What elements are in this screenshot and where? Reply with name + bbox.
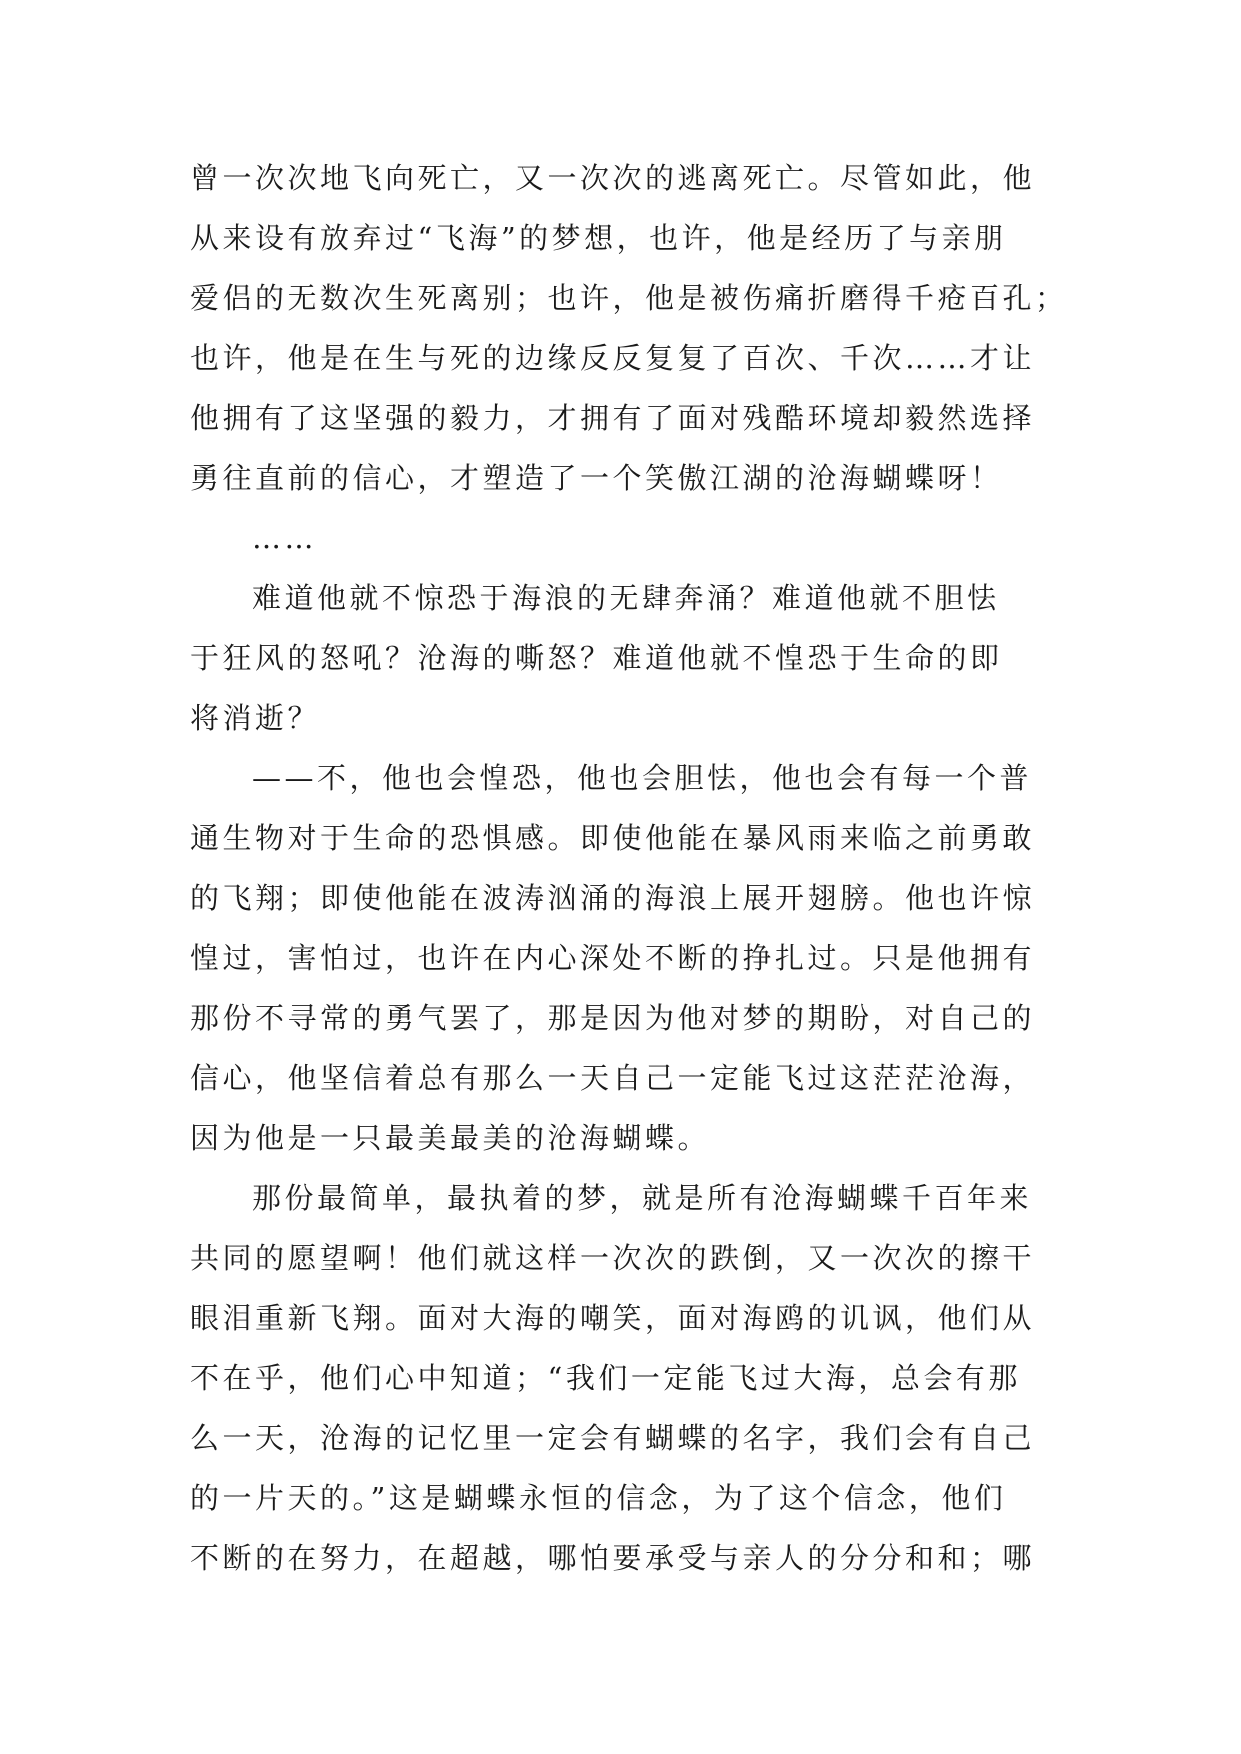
- text-line: 不断的在努力，在超越，哪怕要承受与亲人的分分和和；哪: [190, 1541, 1036, 1575]
- text-line: 将消逝？: [190, 701, 321, 735]
- text-line: 眼泪重新飞翔。面对大海的嘲笑，面对海鸥的讥讽，他们从: [190, 1301, 1036, 1335]
- text-line: 于狂风的怒吼？沧海的嘶怒？难道他就不惶恐于生命的即: [190, 641, 1003, 675]
- text-line: 的一片天的。”这是蝴蝶永恒的信念，为了这个信念，他们: [190, 1481, 1007, 1515]
- ellipsis-line: ……: [252, 521, 317, 555]
- text-line: 的飞翔；即使他能在波涛汹涌的海浪上展开翅膀。他也许惊: [190, 881, 1036, 915]
- text-line: 因为他是一只最美最美的沧海蝴蝶。: [190, 1121, 711, 1155]
- body-text: [190, 158, 1070, 1598]
- text-line: 他拥有了这坚强的毅力，才拥有了面对残酷环境却毅然选择: [190, 401, 1036, 435]
- text-line: 信心，他坚信着总有那么一天自己一定能飞过这茫茫沧海，: [190, 1061, 1036, 1095]
- text-line: 从来设有放弃过“飞海”的梦想，也许，他是经历了与亲朋: [190, 221, 1007, 255]
- text-line: 不在乎，他们心中知道；“我们一定能飞过大海，总会有那: [190, 1361, 1021, 1395]
- text-line: 爱侣的无数次生死离别；也许，他是被伤痛折磨得千疮百孔；: [190, 281, 1068, 315]
- paragraph-start: 那份最简单，最执着的梦，就是所有沧海蝴蝶千百年来: [252, 1181, 1033, 1215]
- text-line: 曾一次次地飞向死亡，又一次次的逃离死亡。尽管如此，他: [190, 161, 1036, 195]
- text-line: 那份不寻常的勇气罢了，那是因为他对梦的期盼，对自己的: [190, 1001, 1036, 1035]
- text-line: 通生物对于生命的恐惧感。即使他能在暴风雨来临之前勇敢: [190, 821, 1036, 855]
- paragraph-start: ——不，他也会惶恐，他也会胆怯，他也会有每一个普: [252, 761, 1033, 795]
- text-line: 惶过，害怕过，也许在内心深处不断的挣扎过。只是他拥有: [190, 941, 1036, 975]
- text-line: 也许，他是在生与死的边缘反反复复了百次、千次……才让: [190, 341, 1036, 375]
- text-line: 勇往直前的信心，才塑造了一个笑傲江湖的沧海蝴蝶呀！: [190, 461, 1003, 495]
- text-line: 么一天，沧海的记忆里一定会有蝴蝶的名字，我们会有自己: [190, 1421, 1036, 1455]
- paragraph-start: 难道他就不惊恐于海浪的无肆奔涌？难道他就不胆怯: [252, 581, 1000, 615]
- text-line: 共同的愿望啊！他们就这样一次次的跌倒，又一次次的擦干: [190, 1241, 1036, 1275]
